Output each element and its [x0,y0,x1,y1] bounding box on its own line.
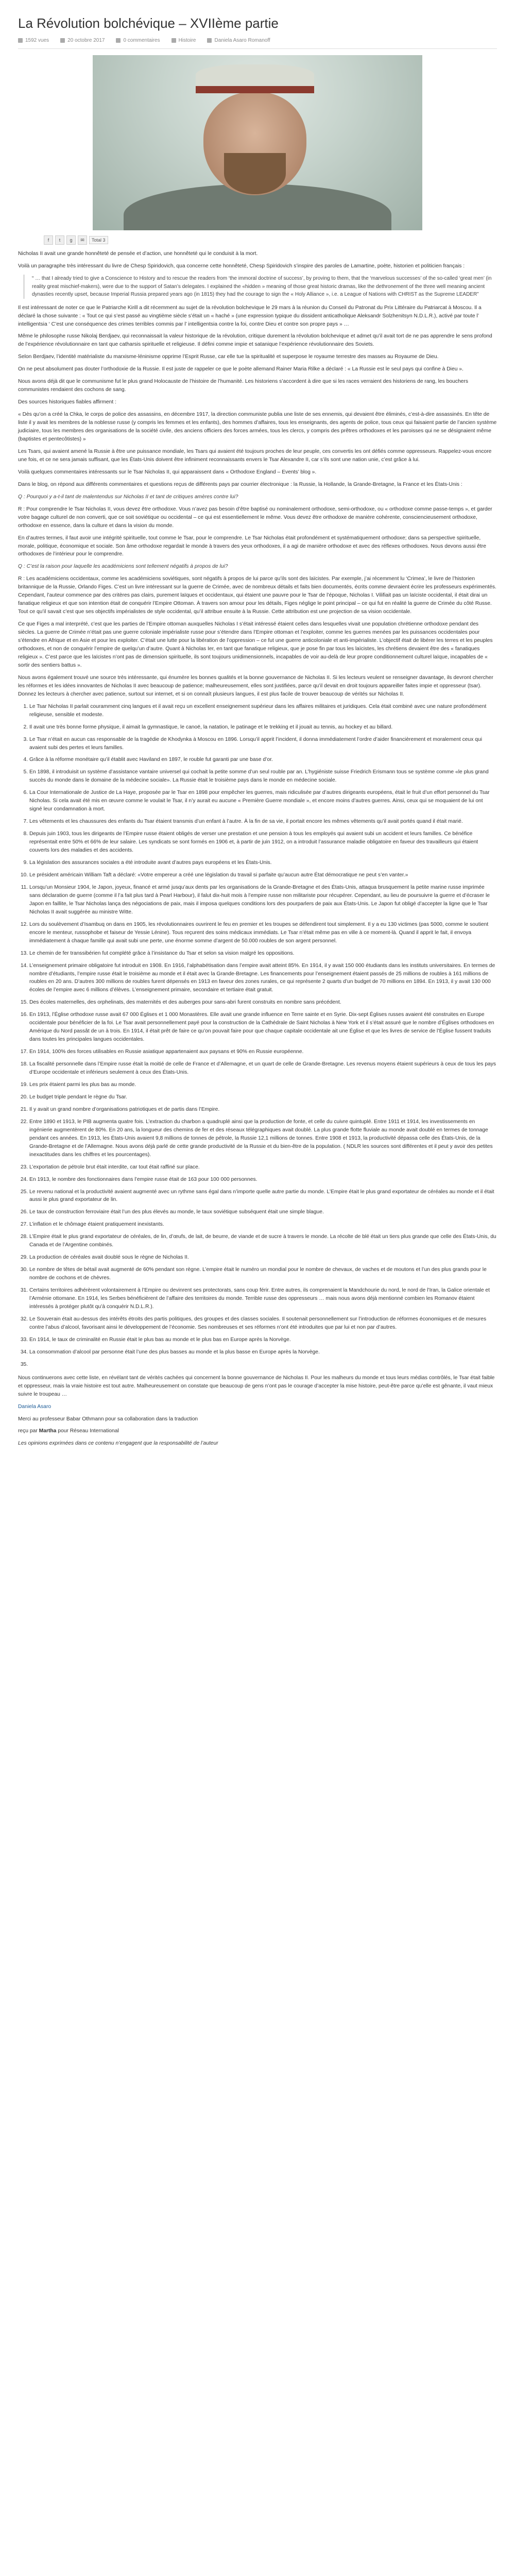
answer: Ce que Figes a mal interprété, c’est que les parties de l’Empire ottoman auxquelles Nicholas I s’était intéressé étaient celles dans lesquelles vivait une population chrétienne orthodoxe pendant des siècles. La guerre de Crimée n’était pas une guerre coloniale impérialiste russe pour s’étendre dans l’Empire ottoman et l’exploiter, comme les guerres menées par les puissances occidentales pour s’étendre en Afrique et en Asie et pour les exploiter. C’était une lutte pour la libération de l’oppression – ce fut une guerre anticoloniale et anti-impérialiste. L’objectif était de libérer les terres et les peuples orthodoxes, et non de conquérir l’empire de quelqu’un d’autre. Quant à Nicholas Ier, en tant que fanatique religieux, que je pose fin par tous les laïcistes, les chrétiens devaient être des « fanatiques religieux ». C’est parce que les laïcistes n’ont pas de dimension spirituelle, ils sont toujours unidimensionnels, incapables de voir au-delà de leur propre conditionnement culturel laïque, incapables de « sortir des sentiers battus ». [18,621,493,668]
list-item: 22. Entre 1890 et 1913, le PIB augmenta quatre fois. L’extraction du charbon a quadruplé ainsi que la production de fonte, et celle du cuivre quintuplé. Entre 1911 et 1914, les investissements en ingénierie augmentèrent de 80%. En 20 ans, la longueur des chemins de fer et des réseaux télégraphiques avait doublé. La plus grande flotte fluviale au monde avait doublé en termes de tonnage pendant ces années. En 1913, les États-Unis avaient 9,8 millions de tonnes de pétrole, la Russie 12,1 millions de tonnes. Entre 1908 et 1913, la productivité dépassa celle des États-Unis, de la Grande-Bretagne et de l’Allemagne. Nous avons déjà parlé de cette grande productivité de la Russie et du bien-être de la population. ( NDLR les sources sont différentes et il peut y avoir des petites inexactitudes dans les chiffres et les pourcentages). [29,1118,497,1159]
list-item: 9. La législation des assurances sociales a été introduite avant d’autres pays européens et les États-Unis. [29,859,497,867]
thanks-note: Merci au professeur Babar Othmann pour sa collaboration dans la traduction [18,1416,198,1422]
article-body [18,250,497,1448]
list-item: 3. Le Tsar n’était en aucun cas responsable de la tragédie de Khodynka à Moscou en 1896. Lorsqu’il apprit l’incident, il donna immédiatement l’ordre d’aider financièrement et moralement ceux qui avaient subi des pertes et leurs familles. [29,736,497,752]
comments-meta[interactable] [116,38,160,43]
answer: R : Les académiciens occidentaux, comme les académiciens soviétiques, sont négatifs à propos de lui parce qu’ils sont des laïcistes. Par exemple, j’ai récemment lu ‘Crimea’, le livre de l’historien britannique de la Russie, Orlando Figes. C’est un livre intéressant sur la guerre de Crimée, avec de nombreux détails et faits bien documentés, écrits comme devraient écrire les professeurs expérimentés. Cependant, l’auteur commence par des critères pas clairs, purement laïques et occidentaux, qui étaient une pauvre pour le Tsar de l’époque, Nicholas I. Vilifiait pas un laïciste occidental, il était dirai un fanatique religieux et que son intention était de conquérir l’Empire Ottoman. À travers son amour pour les détails, Figes néglige le point principal – ce qui fut en réalité la guerre de Crimée du côté Russe. Tout ce qu’il savait c’est que ses objectifs impérialistes de style occidental, qu’il attribue ensuite à la Russie. Cette attribution est une projection de sa vision occidentale. [18,576,496,615]
paragraph: Même le philosophe russe Nikolaj Berdjaev, qui reconnaissait la valeur historique de la révolution, critique durement la révolution bolchevique et admet qu’il avait tort de ne pas apprendre le sens profond de l’expérience révolutionnaire en tant que catharsis spirituelle et religieuse. Il défini comme impie et satanique l’expérience révolutionnaire des Soviets. [18,333,492,348]
question: Q : Pourquoi y a-t-il tant de malentendus sur Nicholas II et tant de critiques amères contre lui? [18,494,238,500]
list-item: 24. En 1913, le nombre des fonctionnaires dans l’empire russe était de 163 pour 100 000 personnes. [29,1176,497,1184]
list-item: 18. La fiscalité personnelle dans l’Empire russe était la moitié de celle de France et d’Allemagne, et un quart de celle de Grande-Bretagne. Les revenus moyens étaient supérieurs à ceux de tous les pays d’Europe occidentale et inférieurs seulement à ceux des États-Unis. [29,1060,497,1077]
list-item: 32. Le Souverain était au-dessus des intérêts étroits des partis politiques, des groupes et des classes sociales. Il soutenait personnellement sur l’introduction de réformes économiques et de mesures contre l’abus d’alcool, favorisant ainsi le développement de l’économie. Ses nombreuses et ses réformes n’ont été introduites que par lui et non par d’autres. [29,1315,497,1332]
list-item: 1. Le Tsar Nicholas II parlait couramment cinq langues et il avait reçu un excellent enseignement supérieur dans les affaires militaires et juridiques. Cela était combiné avec une nature profondément religieuse, sensible et modeste. [29,703,497,719]
article [18,0,497,1448]
source-prefix: reçu par [18,1428,39,1434]
list-item: 17. En 1914, 100% des forces utilisables en Russie asiatique appartenaient aux paysans et 90% en Russie européenne. [29,1048,497,1056]
share-count-value: 3 [102,238,106,243]
paragraph: Voilà quelques commentaires intéressants sur le Tsar Nicholas II, qui apparaissent dans « Orthodoxe England – Events’ blog ». [18,469,317,475]
paragraph: Selon Berdjaev, l’identité matérialiste du marxisme-léninisme opprime l’Esprit Russe, car elle tue la spiritualité et superpose le royaume terrestre des masses au Royaume de Dieu. [18,354,439,360]
category-link[interactable]: Histoire [178,38,196,44]
email-share-icon[interactable]: ✉ [78,235,87,245]
list-item: 15. Des écoles maternelles, des orphelinats, des maternités et des auberges pour sans-abri furent construits en nombre sans précédent. [29,998,497,1007]
comments-count[interactable]: 0 commentaires [123,38,160,44]
facebook-share-icon[interactable]: f [44,235,53,245]
category-meta[interactable] [171,38,196,43]
question: Q : C’est la raison pour laquelle les académiciens sont tellement négatifs à propos de lui? [18,564,228,570]
eye-icon [18,38,23,43]
qualities-list [18,703,497,1369]
paragraph: Nous avons déjà dit que le communisme fut le plus grand Holocauste de l’histoire de l’humanité. Les historiens s’accordent à dire que si les races verraient des historiens de rang, les bouchers communistes rendaient des cochons de sang. [18,379,468,393]
list-item: 6. La Cour Internationale de Justice de La Haye, proposée par le Tsar en 1898 pour empêcher les guerres, mais ridiculisée par d’autres dirigeants européens, était le fruit d’un effort personnel du Tsar Nicholas. Si cela avait été mis en œuvre comme le voulait le Tsar, il n’y aurait eu aucune « Première Guerre mondiale », et encore moins d’autres guerres. Ainsi, ceux qui se moquaient de lui ont signé leur condamnation à mort. [29,789,497,814]
views-count: 1592 vues [25,38,49,44]
twitter-share-icon[interactable]: t [55,235,64,245]
portrait-cap-band [196,86,314,93]
list-item: 27. L’inflation et le chômage étaient pratiquement inexistants. [29,1221,497,1229]
list-item: 10. Le président américain William Taft a déclaré: «Votre empereur a créé une législation du travail si parfaite qu’aucun autre État démocratique ne peut s’en vanter.» [29,871,497,879]
list-item: 21. Il y avait un grand nombre d’organisations patriotiques et de partis dans l’Empire. [29,1106,497,1114]
list-item: 14. L’enseignement primaire obligatoire fut introduit en 1908. En 1916, l’alphabétisation dans l’empire avait atteint 85%. En 1914, il y avait 150 000 étudiants dans les instituts universitaires. En termes de nombre d’étudiants, l’empire russe était le troisième au monde et il était avec la Grande-Bretagne. Les financements pour l’enseignement étaient passés de 25 millions de roubles à 161 millions de roubles en 20 ans. D’autres 300 millions de roubles furent dépensés en 1913 en faveur des zones rurales, ce qui représente 2 quarts d’un budget de 70 millions en 1894. En 1913, il y avait 130 000 écoles de l’empire avec 6 millions d’élèves. L’enseignement primaire, secondaire et tertiaire était gratuit. [29,962,497,995]
portrait-beard [224,153,286,194]
list-item: 33. En 1914, le taux de criminalité en Russie était le plus bas au monde et le plus bas en Europe après la Norvège. [29,1336,497,1344]
source-note [18,1427,497,1435]
list-item: 20. Le budget triple pendant le règne du Tsar. [29,1093,497,1101]
list-item: 23. L’exportation de pétrole brut était interdite, car tout était raffiné sur place. [29,1163,497,1172]
comment-icon [116,38,121,43]
share-count-label: Total [92,238,102,243]
folder-icon [171,38,176,43]
list-item: 7. Les vêtements et les chaussures des enfants du Tsar étaient transmis d’un enfant à l’autre. À la fin de sa vie, il portait encore les mêmes vêtements qu’il avait portés quand il était marié. [29,818,497,826]
list-item: 8. Depuis juin 1903, tous les dirigeants de l’Empire russe étaient obligés de verser une prestation et une pension à tous les employés qui avaient subi un accident et leurs familles. Ce bénéfice représentait entre 50% et 66% de leur salaire. Les syndicats se sont formés en 1906 et, à partir de juin 1912, on a introduit l’assurance maladie obligatoire en faveur des travailleurs qui étaient couverts lors des maladies et des accidents. [29,830,497,855]
blockquote: “ … that I already tried to give a Conscience to History and to rescue the readers from ‘the immoral doctrine of success’, by proving to them, that the ‘marvelous successes’ of the so-called ‘great men’ (in reality great mischief-makers), were due to the support of Satan’s delegates. I explained the «hidden » meaning of those great historic dramas, like the dethronement of the three well meaning ancient dynasties recently upset, because Imperial Russia prepared years ago (in 1815) they had the courage to sign the « Holy Alliance », i.e. a League of Nations with CHRIST as the Supreme LEADER” [23,275,497,299]
paragraph: « Dès qu’on a créé la Chka, le corps de police des assassins, en décembre 1917, la direction communiste publia une liste de ses ennemis, qui devaient être éliminés, c’est-à-dire assassinés. En tête de liste il y avait les membres de la noblesse russe (y compris les femmes et les enfants), des hommes d’affaires, tous les enseignants, des agents de police, tous ceux qui faisaient partie de l’ancien système judiciaire, tous les membres des organisations de la société civile, des anciens officiers des forces armées, tous les clercs, y compris des prêtres orthodoxes et les paroisses qui ne se désignaient même (baptistes et pentecôtistes) » [18,412,497,442]
list-item: 28. L’Empire était le plus grand exportateur de céréales, de lin, d’œufs, de lait, de beurre, de viande et de sucre à travers le monde. La récolte de blé était un tiers plus grande que celle des États-Unis, du Canada et de l’Argentine combinés. [29,1233,497,1249]
paragraph: Nicholas II avait une grande honnêteté de pensée et d’action, une honnêteté qui le conduisit à la mort. [18,251,258,257]
paragraph: Voilà un paragraphe très intéressant du livre de Chesp Spiridovich, qua concerne cette honnêteté, Chesp Spiridovich s’inspire des paroles de Lamartine, poète, historien et politicien français : [18,263,465,269]
list-item: 34. La consommation d’alcool par personne était l’une des plus basses au monde et la plus basse en Europe après la Norvège. [29,1348,497,1357]
list-item: 30. Le nombre de têtes de bétail avait augmenté de 60% pendant son règne. L’empire était le numéro un mondial pour le nombre de chevaux, de vaches et de moutons et l’un des plus grands pour le nombre de cochons et de chèvres. [29,1266,497,1282]
share-bar [44,235,497,245]
list-item: 29. La production de céréales avait doublé sous le règne de Nicholas II. [29,1253,497,1262]
signature[interactable]: Daniela Asaro [18,1403,52,1410]
paragraph: Les Tsars, qui avaient amené la Russie à être une puissance mondiale, les Tsars qui avaient été toujours proches de leur peuple, ces convertis les ont défiés comme oppresseurs. Rappelez-vous encore une fois, et ce ne sera jamais suffisant, que les États-Unis doivent être infiniment reconnaissants envers le Tsar Alexandre II, car s’ils sont une nation unie, c’est grâce à lui. [18,448,492,463]
paragraph: Nous continuerons avec cette liste, en révélant tant de vérités cachées qui concernent la bonne gouvernance de Nicholas II. Pour les malheurs du monde et tous leurs médias contrôlés, le Tsar était faible et oppresseur, mais la vraie histoire est tout autre. Malheureusement on constate que beaucoup de gens n’ont pas le courage d’accepter la mise histoire, peut-être parce qu’elle est gênante, il vaut mieux suivre le troupeau … [18,1375,495,1397]
list-item: 4. Grâce à la réforme monétaire qu’il établit avec Haviland en 1897, le rouble fut garanti par une base d’or. [29,756,497,764]
google-share-icon[interactable]: g [66,235,76,245]
source-suffix[interactable]: pour Réseau International [56,1428,119,1434]
list-item: 31. Certains territoires adhérèrent volontairement à l’Empire ou devinrent ses protectorats, sans coup férir. Entre autres, ils comprenaient la Mandchourie du nord, le nord de l’Iran, la Galice orientale et l’Arménie ottomane. En 1914, les Serbes bénéficièrent de l’affaire des territoires du monde. Terrible russe des oppresseurs … mais nous avons déjà mentionné combien les Romanov étaient intéressés à protéger plutôt qu’à conquérir N.D.L.R.). [29,1286,497,1311]
paragraph: Dans le blog, on répond aux différents commentaires et questions reçus de différents pays par courrier électronique : la Russie, la Hollande, la Grande-Bretagne, la France et les États-Unis : [18,481,462,487]
share-count [89,236,108,244]
source-name: Martha [39,1428,57,1434]
list-item: 16. En 1913, l’Église orthodoxe russe avait 67 000 Églises et 1 000 Monastères. Elle avait une grande influence en Terre sainte et en Syrie. Dix-sept Églises russes avaient été construites en Europe occidentale pour bénéficier de la foi. Le Tsar avait personnellement payé pour la construction de la Cathédrale de Saint Nicholas à New York et il s’était assuré que le nombre d’Églises orthodoxes en Amérique du Nord passât de un à trois. En 1914, il était prêt de faire ce qu’on pouvait faire pour que chaque capitale occidentale ait une Église et que les livres de service de l’Église fussent traduits dans toutes les principales langues occidentales. [29,1011,497,1044]
date-meta [60,38,105,43]
paragraph: Des sources historiques fiables affirment : [18,399,116,405]
answer: R : Pour comprendre le Tsar Nicholas II, vous devez être orthodoxe. Vous n’avez pas besoin d’être baptisé ou nominalement orthodoxe, semi-orthodoxe, ou « orthodoxe comme passe-temps », et garder votre bagage culturel de non converti, que ce soit soviétique ou occidental – ce qui est essentiellement le même. Vous devez être orthodoxe de manière cohérente, consciencieusement orthodoxe, orthodoxe en essence, dans la culture et dans la vision du monde. [18,506,492,529]
list-item: 12. Lors du soulèvement d’Isambuq on dans en 1905, les révolutionnaires ouvrirent le feu en premier et les troupes se défendirent tout simplement. Il y a eu 130 victimes (pas 5000, comme le soutient encore le menteur, russophobe et faiseur de Yessie Lénine). Tous reçurent des soins médicaux immédiats. Le Tsar n’était même pas en ville à ce moment-là. Quand il apprit le fait, il envoya immédiatement à chaque famille qui avait subi une perte, une énorme somme d’argent de 50.000 roubles de son argent personnel. [29,921,497,945]
list-item: 13. Le chemin de fer transsibérien fut complété grâce à l’insistance du Tsar et selon sa vision malgré les oppositions. [29,950,497,958]
publish-date: 20 octobre 2017 [67,38,105,44]
views-meta [18,38,49,43]
disclaimer: Les opinions exprimées dans ce contenu n’engagent que la responsabilité de l’auteur [18,1440,218,1447]
list-item: 19. Les prix étaient parmi les plus bas au monde. [29,1081,497,1089]
author-link[interactable]: Daniela Asaro Romanoff [214,38,270,44]
list-item: 11. Lorsqu’un Monsieur 1904, le Japon, joyeux, financé et armé jusqu’aux dents par les organisations de la Grande-Bretagne et des États-Unis, attaqua brusquement la petite marine russe imprimée sans déclaration de guerre (comme il l’a fait plus tard à Pearl Harbour), il falut dix-huit mois à l’empire russe non militariste pour récupérer. Cependant, au lieu de poursuivre la guerre et d’écraser le Japon en faillite, le Tsar Nicholas lança des négociations de paix, mais il imposa quelques conditions lors des pourparlers de paix aux États-Unis. Le Japon fut obligé d’accepter la ligne que le Tsar Nicholas II avait suggérée au ministre Witte. [29,884,497,917]
paragraph: Il est intéressant de noter ce que le Patriarche Kirill a dit récemment au sujet de la révolution bolchevique le 29 mars à la réunion du Conseil du Patronat du Prix Littéraire du Patriarcat à Moscou. Il a déclaré la chose suivante : « Tout ce qui s’est passé au vingtième siècle s’était un « haché » (une expression typique du dissident anticatholique Aleksandr Solzhenitsyn N.D.L.R.), activé par toute l’ intelligentsia ‘ C’est une conséquence des crimes terribles commis par l’ intelligentsia contre la foi, contre Dieu et contre son propre pays » … [18,304,482,327]
list-item: 5. En 1898, il introduisit un système d’assistance vantaire universel qui cochait la petite somme d’un seul rouble par an. L’hygiéniste suisse Friedrich Erismann tous se système comme «le plus grand succès du monde dans le domaine de la médecine sociale». La Russie était le troisième pays dans le monde en médecine sociale. [29,768,497,785]
list-item [29,1361,497,1369]
user-icon [207,38,212,43]
hero-image [93,55,422,230]
page-title: La Révolution bolchévique – XVIIème partie [18,15,279,31]
list-item: 2. Il avait une très bonne forme physique, il aimait la gymnastique, le canoë, la natation, le patinage et le trekking et il jouait au tennis, au hockey et au billard. [29,723,497,732]
article-meta [18,38,497,49]
paragraph: Nous avons également trouvé une source très intéressante, qui énumère les bonnes qualités et la bonne gouvernance de Nicholas II. Si les lecteurs veulent se renseigner davantage, ils devront chercher les réformes et les idées innovantes de Nicholas II avec beaucoup de patience; malheureusement, elles sont justifiées, parce qu’il devait en droit toujours appareiller faites impie et oppresseur (tsar). Donnez les lecteurs à chercher avec patience, surtout sur internet, et si on connaît plusieurs langues, il est plus facile de trouver beaucoup de vérités sur Nicholas II. [18,674,493,697]
author-meta[interactable] [207,38,270,43]
calendar-icon [60,38,65,43]
list-item: 25. Le revenu national et la productivité avaient augmenté avec un rythme sans égal dans n’importe quelle autre partie du monde. L’Empire était le plus grand exportateur de céréales au monde et il était aussi le plus grand exportateur de lin. [29,1188,497,1205]
list-item: 26. Le taux de construction ferroviaire était l’un des plus élevés au monde, le taux soviétique subséquent était une simple blague. [29,1208,497,1216]
paragraph: On ne peut absolument pas douter l’orthodoxie de la Russie. Il est juste de rappeler ce que le poète allemand Rainer Maria Rilke a déclaré : « La Russie est le seul pays qui confine à Dieu ». [18,366,464,372]
answer: En d’autres termes, il faut avoir une intégrité spirituelle, tout comme le Tsar, pour le comprendre. Le Tsar Nicholas était profondément et systématiquement orthodoxe; dans sa perspective spirituelle, morale, politique, économique et sociale. Son âme orthodoxe regardait le monde à travers des yeux orthodoxes, il a agi de manière orthodoxe et avec des réflexes orthodoxes. Nous devons aussi être orthodoxes de l’intérieur pour le comprendre. [18,535,486,557]
